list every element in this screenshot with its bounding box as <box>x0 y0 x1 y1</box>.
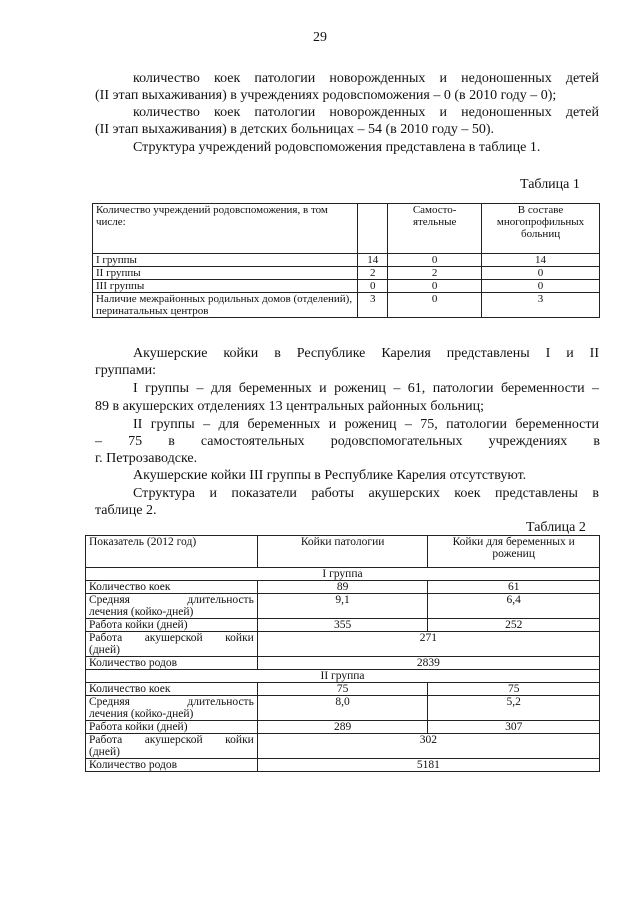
row-label-line: лечения (койко-дней) <box>89 606 194 618</box>
row-label <box>86 594 258 619</box>
mid-line-7: г. Петрозаводске. <box>95 451 198 466</box>
table-cell: 289 <box>257 721 428 734</box>
table-cell: 0 <box>482 280 600 293</box>
table-cell: 75 <box>428 683 600 696</box>
table1-header-cell: Количество учреждений родовспоможения, в том числе: <box>93 204 358 254</box>
row-label-word: акушерской <box>144 734 203 746</box>
table-cell: 302 <box>257 734 599 759</box>
table-cell: 3 <box>358 293 388 318</box>
mid-line-6: – 75 в самостоятельных родовспомогательных учреждениях в <box>95 434 600 449</box>
mid-line-1: Акушерские койки в Республике Карелия представлены I и II <box>133 346 599 361</box>
table-row <box>86 632 600 657</box>
group-title-row <box>86 568 600 581</box>
mid-line-5: II группы – для беременных и рожениц – 75, патологии беременности <box>133 417 599 432</box>
table-row <box>86 696 600 721</box>
table1-header-cell <box>358 204 388 254</box>
row-label: Работа койки (дней) <box>86 619 258 632</box>
table-cell: 355 <box>257 619 428 632</box>
row-label <box>86 696 258 721</box>
mid-line-4: 89 в акушерских отделениях 13 центральных районных больниц; <box>95 399 485 414</box>
table-cell: 2 <box>388 267 482 280</box>
table2-header-cell: Койки патологии <box>257 536 428 568</box>
table1-header <box>93 204 600 254</box>
table-row <box>86 683 600 696</box>
table-cell: 271 <box>257 632 599 657</box>
table-cell: Наличие межрайонных родильных домов (отделений), перинатальных центров <box>93 293 358 318</box>
table2-header-cell: Показатель (2012 год) <box>86 536 258 568</box>
row-label: Работа койки (дней) <box>86 721 258 734</box>
table2-caption: Таблица 2 <box>526 520 586 535</box>
group-title-row <box>86 670 600 683</box>
table-cell: 0 <box>388 280 482 293</box>
table-cell: 61 <box>428 581 600 594</box>
table-row <box>93 254 600 267</box>
table-row <box>86 657 600 670</box>
intro-line-5: Структура учреждений родовспоможения представлена в таблице 1. <box>133 140 541 155</box>
row-label-word: Средняя <box>89 696 130 708</box>
table-row <box>86 721 600 734</box>
table-row <box>93 267 600 280</box>
table-cell: I группы <box>93 254 358 267</box>
group-title: II группа <box>86 670 600 683</box>
row-label: Количество коек <box>86 683 258 696</box>
table-row <box>93 280 600 293</box>
row-label-line: (дней) <box>89 746 120 758</box>
table-cell: 6,4 <box>428 594 600 619</box>
table-row <box>86 594 600 619</box>
table-cell: 0 <box>388 293 482 318</box>
row-label <box>86 632 258 657</box>
row-label-word: Работа <box>89 632 123 644</box>
table-cell: 3 <box>482 293 600 318</box>
table1-caption: Таблица 1 <box>520 177 580 192</box>
table-cell: 89 <box>257 581 428 594</box>
group-title: I группа <box>86 568 600 581</box>
mid-line-2: группами: <box>95 363 156 378</box>
row-label-word: койки <box>225 632 254 644</box>
row-label: Количество родов <box>86 657 258 670</box>
table-1 <box>92 203 600 318</box>
intro-line-1: количество коек патологии новорожденных и недоношенных детей <box>133 71 599 86</box>
row-label: Количество родов <box>86 759 258 772</box>
mid-line-8: Акушерские койки III группы в Республике Карелия отсутствуют. <box>133 468 527 483</box>
mid-line-10: таблице 2. <box>95 503 157 518</box>
table-2 <box>85 535 600 772</box>
table-cell: 2839 <box>257 657 599 670</box>
table1-header-cell: В составе многопрофильных больниц <box>482 204 600 254</box>
table-row <box>86 619 600 632</box>
table-cell: 9,1 <box>257 594 428 619</box>
table2-header <box>86 536 600 568</box>
row-label <box>86 734 258 759</box>
table-cell: 0 <box>388 254 482 267</box>
table-cell: 307 <box>428 721 600 734</box>
table-cell: 0 <box>358 280 388 293</box>
table-row <box>86 759 600 772</box>
row-label-word: акушерской <box>144 632 203 644</box>
table-cell: 14 <box>358 254 388 267</box>
table-cell: 0 <box>482 267 600 280</box>
row-label: Количество коек <box>86 581 258 594</box>
table-cell: 8,0 <box>257 696 428 721</box>
table-cell: 75 <box>257 683 428 696</box>
table-cell: II группы <box>93 267 358 280</box>
mid-line-3: I группы – для беременных и рожениц – 61, патологии беременности – <box>133 381 599 396</box>
row-label-word: Работа <box>89 734 123 746</box>
page-number: 29 <box>313 30 327 45</box>
intro-line-2: (II этап выхаживания) в учреждениях родовспоможения – 0 (в 2010 году – 0); <box>95 88 557 103</box>
table1-header-cell: Самосто-ятельные <box>388 204 482 254</box>
row-label-word: длительность <box>187 696 254 708</box>
table-cell: 14 <box>482 254 600 267</box>
table-cell: 2 <box>358 267 388 280</box>
table-row <box>86 734 600 759</box>
intro-line-4: (II этап выхаживания) в детских больницах – 54 (в 2010 году – 50). <box>95 122 495 137</box>
row-label-line: лечения (койко-дней) <box>89 708 194 720</box>
row-label-word: длительность <box>187 594 254 606</box>
table-cell: III группы <box>93 280 358 293</box>
table-row <box>93 293 600 318</box>
table2-header-cell: Койки для беременных и рожениц <box>428 536 600 568</box>
table-row <box>86 581 600 594</box>
row-label-line: (дней) <box>89 644 120 656</box>
row-label-word: Средняя <box>89 594 130 606</box>
mid-line-9: Структура и показатели работы акушерских коек представлены в <box>133 486 599 501</box>
row-label-word: койки <box>225 734 254 746</box>
table-cell: 5181 <box>257 759 599 772</box>
intro-line-3: количество коек патологии новорожденных и недоношенных детей <box>133 105 599 120</box>
table-cell: 5,2 <box>428 696 600 721</box>
table-cell: 252 <box>428 619 600 632</box>
